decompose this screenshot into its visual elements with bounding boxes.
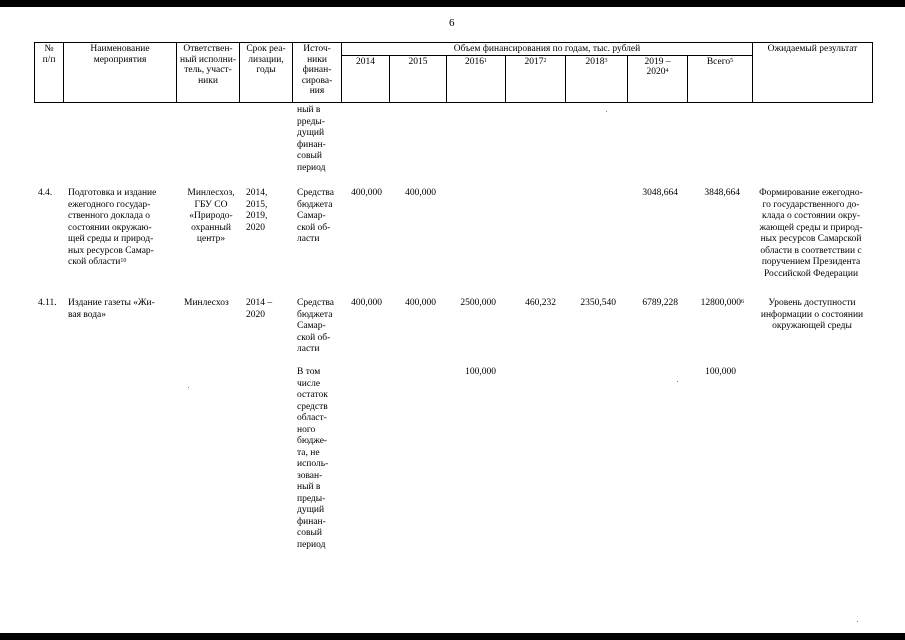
row-4-4-total: 3848,664: [704, 188, 740, 198]
scan-speck: [606, 111, 607, 112]
scan-border-bottom: [0, 633, 905, 640]
row-4-11-source: Средства бюджета Самар- ской об- ласти: [297, 298, 334, 354]
row-4-4-responsible: Минлесхоз, ГБУ СО «Природо- охранный центр»: [187, 188, 235, 244]
row-4-11-sub-value-2016: 100,000: [465, 367, 496, 377]
row-4-11-value-2014: 400,000: [351, 298, 382, 308]
row-4-11-value-2019-2020: 6789,228: [642, 298, 678, 308]
header-col-source: Источ- ники финан- сирова- ния: [293, 43, 342, 103]
header-col-name: Наименование мероприятия: [64, 43, 177, 103]
row-4-4-value-2019-2020: 3048,664: [642, 188, 678, 198]
header-year-2015: 2015: [390, 55, 447, 102]
header-year-2016: 2016$^1$: [447, 55, 506, 102]
header-year-2014: 2014: [342, 55, 390, 102]
row-4-4-source: Средства бюджета Самар- ской об- ласти: [297, 188, 334, 244]
row-4-4-value-2015: 400,000: [405, 188, 436, 198]
source-carry-over: ный в pреды- дущий финан- совый период: [297, 105, 326, 173]
header-year-2019-2020: 2019 – 2020$^4$: [628, 55, 688, 102]
row-4-11-value-2017: 460,232: [525, 298, 556, 308]
header-total: Всего$^5$: [688, 55, 753, 102]
scan-speck: [677, 381, 678, 382]
row-4-11-responsible: Минлесхоз: [184, 298, 229, 308]
row-4-4-name: Подготовка и издание ежегодного государ- ственного доклада о состоянии окружаю- щей среды и природ- ных ресурсов Самар- ской области$^{10}$: [68, 188, 157, 267]
page-number: 6: [449, 17, 455, 29]
row-4-11-term: 2014 – 2020: [246, 298, 273, 320]
row-4-4-term: 2014, 2015, 2019, 2020: [246, 188, 268, 233]
row-4-4-value-2014: 400,000: [351, 188, 382, 198]
header-year-2018: 2018$^3$: [566, 55, 628, 102]
scan-speck: [857, 621, 858, 622]
row-4-11-number: 4.11.: [38, 298, 57, 308]
scan-border-top: [0, 0, 905, 7]
header-col-responsible: Ответствен- ный исполни- тель, участ- ники: [177, 43, 240, 103]
header-col-volume: Объем финансирования по годам, тыс. рублей: [342, 43, 753, 56]
header-year-2017: 2017$^2$: [506, 55, 566, 102]
row-4-11-name: Издание газеты «Жи- вая вода»: [68, 298, 155, 320]
header-col-number: № п/п: [35, 43, 64, 103]
row-4-4-number: 4.4.: [38, 188, 53, 198]
row-4-11-total: 12800,000$^6$: [700, 298, 744, 308]
header-col-result: Ожидаемый результат: [753, 43, 873, 103]
row-4-11-sub-total: 100,000: [705, 367, 736, 377]
scan-speck: [188, 387, 189, 388]
row-4-11-value-2018: 2350,540: [580, 298, 616, 308]
row-4-11-value-2015: 400,000: [405, 298, 436, 308]
row-4-4-result: Формирование ежегодно- го государственного до- клада о состоянии окру- жающей среды и природ- ных ресурсов Самарской области в соответствии с поручением Президента Российской Федерации: [759, 188, 863, 279]
header-col-term: Срок реа- лизации, годы: [240, 43, 293, 103]
row-4-11-value-2016: 2500,000: [460, 298, 496, 308]
row-4-11-sub-source: В том числе остаток средств област- ного бюдже- та, не исполь- зован- ный в преды- дущий финан- совый период: [297, 367, 329, 550]
row-4-11-result: Уровень доступности информации о состоянии окружающей среды: [760, 298, 864, 331]
table-header: [34, 42, 873, 103]
